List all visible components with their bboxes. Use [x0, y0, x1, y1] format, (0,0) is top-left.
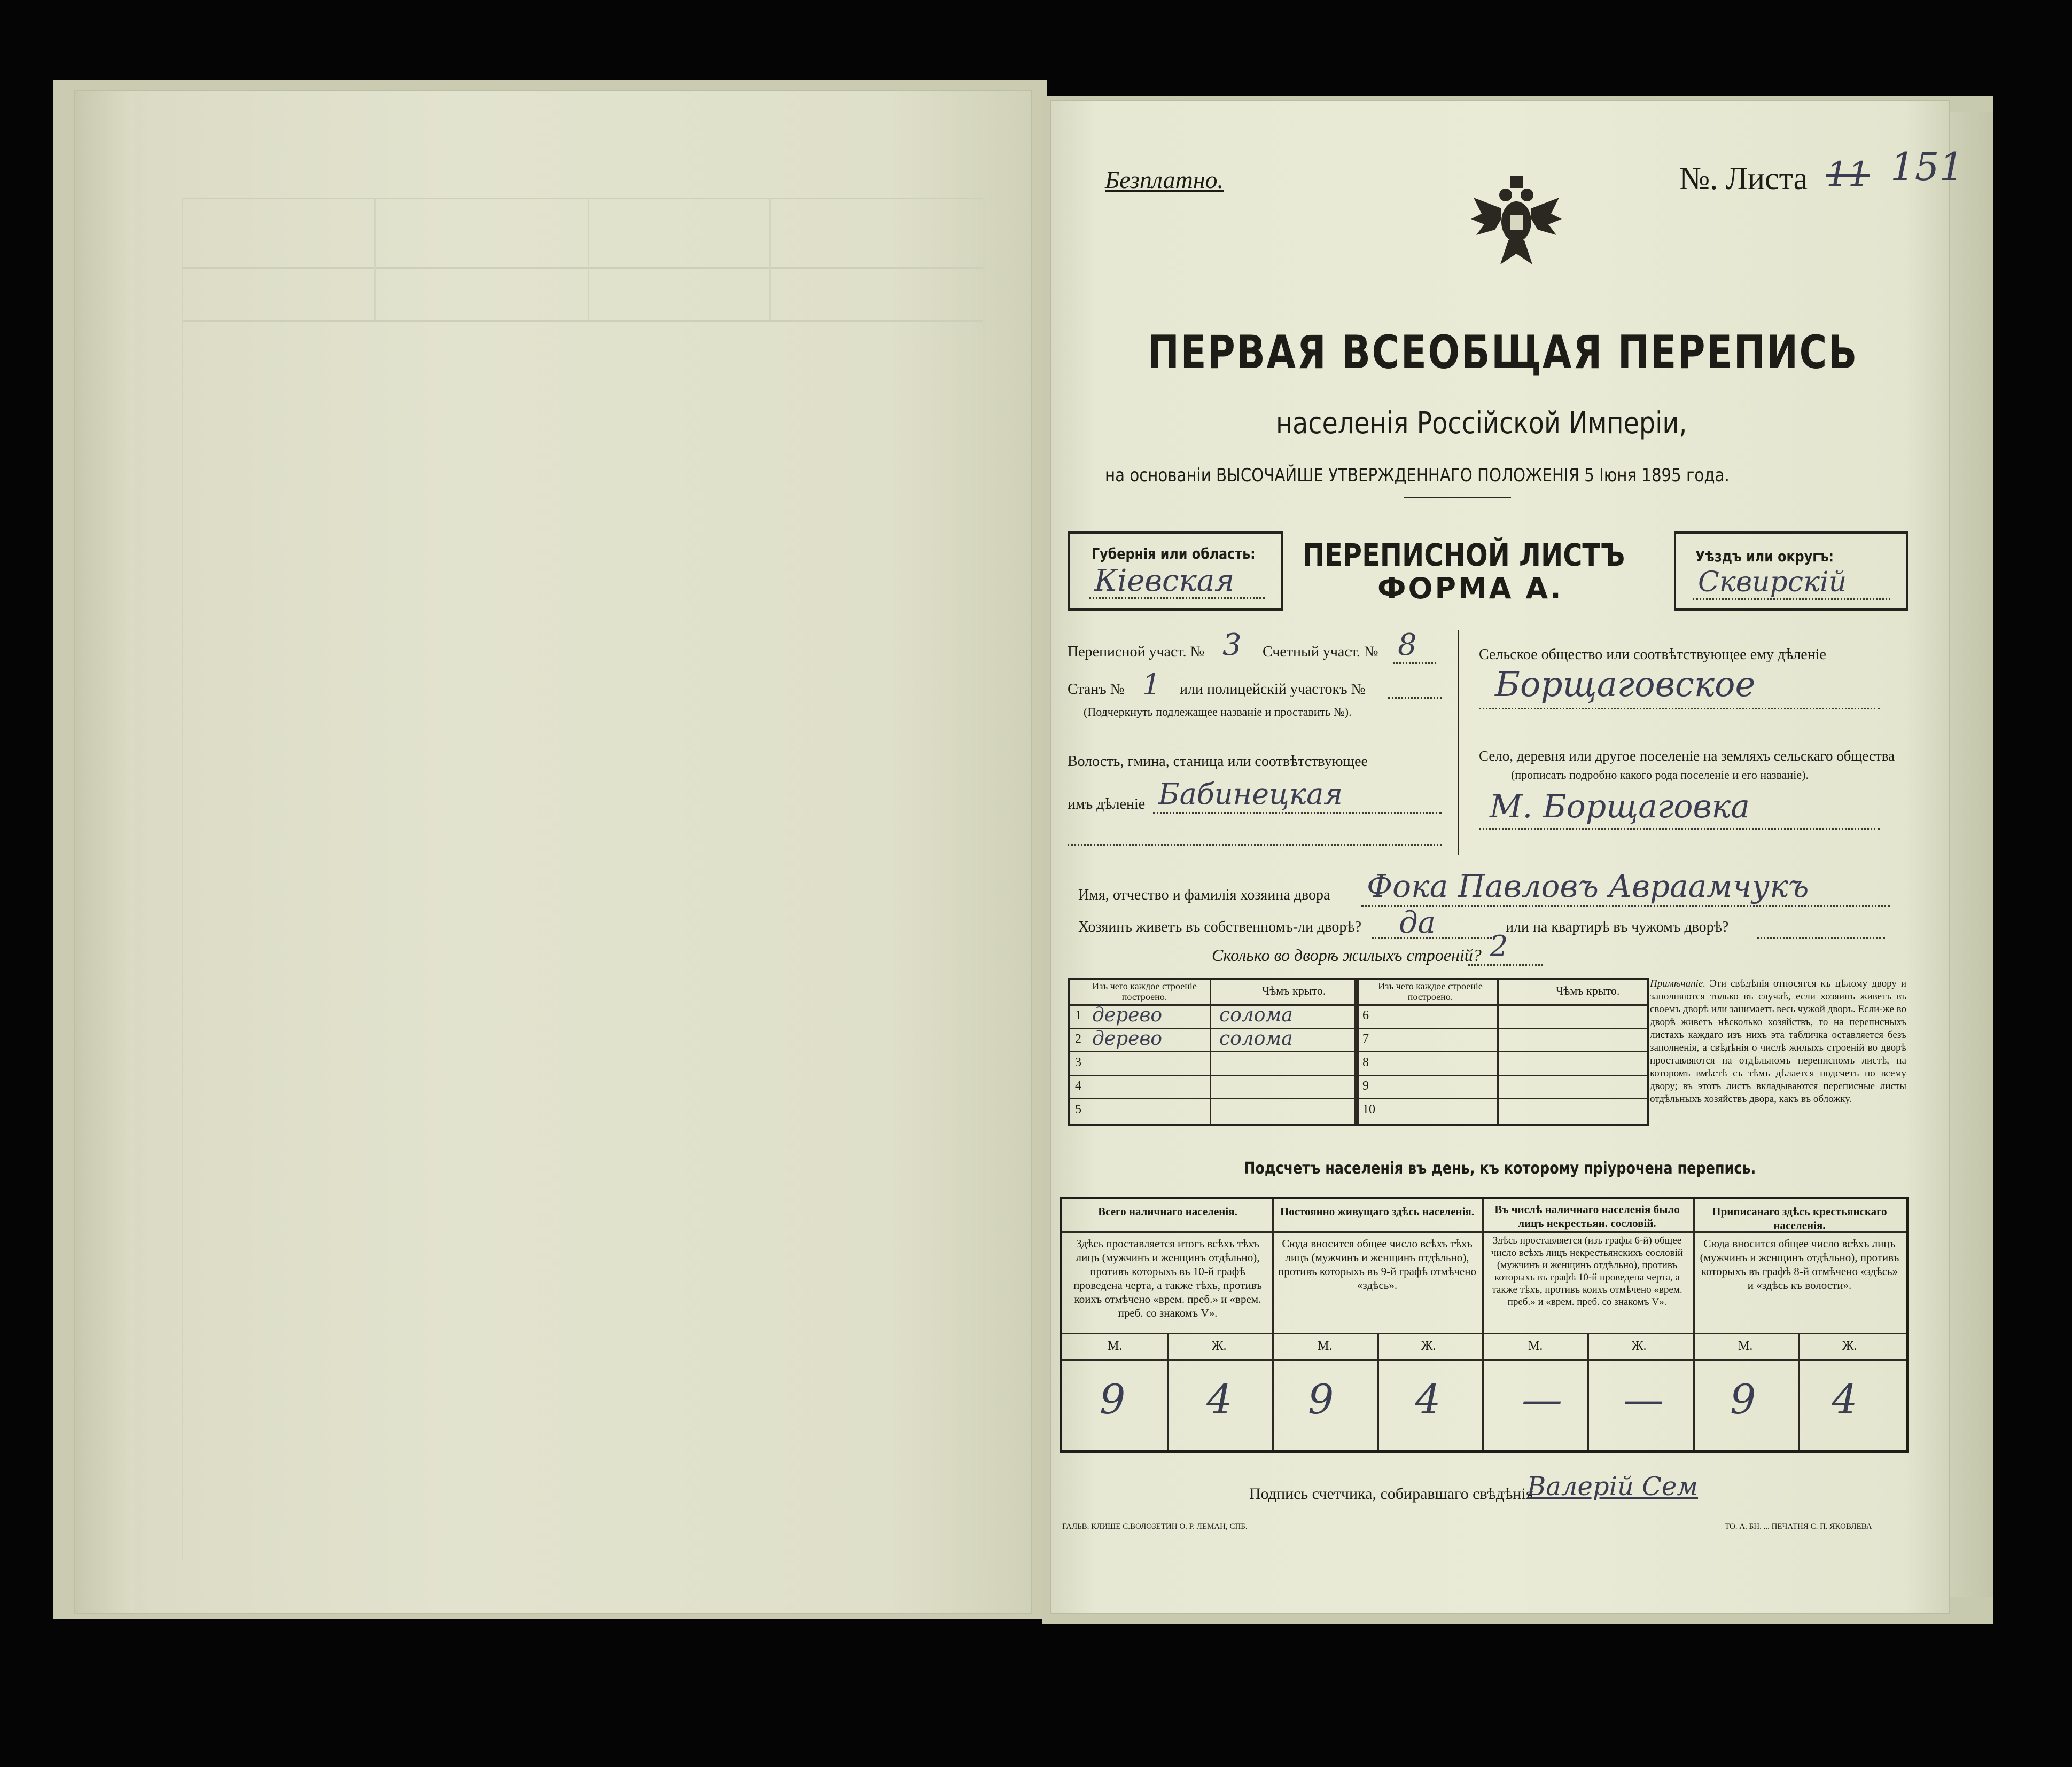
owner-lives-label: Хозяинъ живетъ въ собственномъ-ли дворѣ? [1078, 919, 1362, 935]
female-label: Ж. [1842, 1339, 1857, 1353]
ghost-rule [182, 267, 983, 269]
village-note: (прописать подробно какого рода поселеніе и его названіе). [1511, 768, 1809, 781]
female-label: Ж. [1421, 1339, 1436, 1353]
resident-female-value: 4 [1415, 1375, 1441, 1423]
count-district-label: Счетный участ. № [1263, 644, 1378, 660]
gubernia-label: Губернія или область: [1092, 545, 1256, 562]
owner-name-value: Фока Павловъ Авраамчукъ [1367, 868, 1809, 904]
apartment-label: или на квартирѣ въ чужомъ дворѣ? [1506, 919, 1729, 935]
building-row-number: 2 [1075, 1032, 1081, 1046]
census-basis: на основаніи ВЫСОЧАЙШЕ УТВЕРЖДЕННАГО ПОЛОЖЕНІЯ 5 Іюня 1895 года. [1105, 465, 1730, 486]
roof-header-2: Чѣмъ крыто. [1556, 984, 1620, 997]
note-text: Эти свѣдѣнія относятся къ цѣлому двору и заполняются только въ случаѣ, если хозяинъ живетъ въ своемъ дворѣ или занимаетъ весь чужой дворъ. Если-же во дворѣ живетъ нѣсколько хозяйствъ, то на переписныхъ листахъ каждаго изъ нихъ эта табличка оставляется безъ заполненія, а свѣдѣнія о числѣ жилыхъ строеній во дворѣ проставляются на отдѣльномъ переписномъ листѣ, на которомъ вмѣстѣ съ тѣмъ дѣлается подсчетъ по всему двору; въ этотъ листъ вкладываются переписные листы отдѣльныхъ хозяйствъ двора, какъ въ обложку. [1650, 978, 1907, 1105]
stan-value: 1 [1142, 668, 1161, 701]
census-subtitle: населенія Россійской Имперіи, [1276, 406, 1687, 441]
resident-male-value: 9 [1308, 1375, 1334, 1423]
volost-line [1153, 812, 1442, 814]
male-label: М. [1318, 1339, 1333, 1353]
table-rule [1062, 1359, 1906, 1361]
female-label: Ж. [1212, 1339, 1227, 1353]
left-page [75, 91, 1031, 1613]
building-roof: солома [1219, 1028, 1293, 1050]
non-peasant-male-value: — [1522, 1375, 1562, 1423]
building-row-number: 10 [1362, 1103, 1375, 1116]
rural-society-label: Сельское общество или соотвѣтствующее ему дѣленіе [1479, 646, 1826, 663]
ghost-rule [588, 198, 589, 320]
volost-label: Волость, гмина, станица или соотвѣтствующее [1068, 753, 1368, 770]
table-rule [1062, 1333, 1906, 1334]
buildings-table [1068, 978, 1649, 1126]
stan-label: Станъ № [1068, 681, 1125, 698]
police-district-line [1388, 697, 1442, 699]
table-rule [1070, 1051, 1647, 1052]
uezd-value: Сквирскій [1698, 566, 1847, 598]
enumerator-signature: Валерій Сем [1527, 1472, 1699, 1502]
table-rule [1167, 1333, 1169, 1450]
building-row-number: 9 [1362, 1079, 1369, 1093]
population-col-title: Постоянно живущаго здѣсь населенія. [1280, 1205, 1475, 1218]
roof-header: Чѣмъ крыто. [1262, 984, 1326, 997]
population-col-title: Всего наличнаго населенія. [1098, 1205, 1237, 1218]
ghost-rule [983, 198, 985, 1560]
ghost-rule [182, 198, 983, 199]
ghost-rule [769, 198, 771, 320]
building-row-number: 3 [1075, 1055, 1081, 1069]
female-label: Ж. [1632, 1339, 1647, 1353]
table-rule [1272, 1199, 1274, 1450]
table-rule [1482, 1199, 1484, 1450]
building-material: дерево [1092, 1028, 1163, 1050]
village-line [1479, 828, 1880, 830]
underline-note: (Подчеркнуть подлежащее названіе и проставить №). [1084, 705, 1352, 718]
gubernia-value: Кіевская [1094, 564, 1235, 598]
building-row-number: 5 [1075, 1103, 1081, 1116]
gubernia-line [1089, 597, 1265, 599]
village-value: М. Борщаговка [1490, 788, 1750, 825]
sheet-number-value: 11 [1826, 155, 1870, 194]
peasant-male-value: 9 [1730, 1375, 1756, 1423]
decorative-divider [1404, 497, 1511, 498]
total-female-value: 4 [1206, 1375, 1233, 1423]
male-label: М. [1528, 1339, 1543, 1353]
table-rule [1377, 1333, 1379, 1450]
page-fold-shadow [75, 91, 134, 1613]
note-label: Примѣчаніе. [1650, 978, 1705, 989]
owner-lives-line [1372, 937, 1495, 939]
police-district-label: или полицейскій участокъ № [1180, 681, 1366, 698]
count-district-value: 8 [1398, 628, 1417, 662]
population-col-desc: Здѣсь проставляется итогъ всѣхъ тѣхъ лицъ (мужчинъ и женщинъ отдѣльно), противъ которыхъ въ 10-й графѣ проведена черта, а также тѣхъ, противъ коихъ отмѣчено «врем. преб.» и «врем. преб. со знакомъ V». [1073, 1237, 1262, 1319]
free-label: Безплатно. [1105, 166, 1224, 193]
building-row-number: 7 [1362, 1032, 1369, 1046]
ghost-rule [182, 198, 183, 1560]
census-title: ПЕРВАЯ ВСЕОБЩАЯ ПЕРЕПИСЬ [1148, 326, 1858, 379]
count-district-line [1393, 662, 1436, 664]
form-title: ПЕРЕПИСНОЙ ЛИСТЪ [1303, 537, 1625, 573]
population-col-desc: Здѣсь проставляется (изъ графы 6-й) общее число всѣхъ лицъ некрестьянскихъ сословій (мужчинъ и женщинъ отдѣльно), противъ которыхъ въ графѣ 10-й проведена черта, а также тѣхъ, противъ коихъ отмѣчено «врем. преб.» и «врем. преб. со знакомъ V». [1491, 1235, 1684, 1308]
volost-value: Бабинецкая [1158, 777, 1343, 811]
volost-line-2 [1068, 844, 1442, 846]
census-district-value: 3 [1222, 628, 1242, 662]
table-rule [1497, 980, 1499, 1124]
right-page-edge [1945, 112, 1993, 1597]
building-row-number: 8 [1362, 1055, 1369, 1069]
archive-number: 151 [1890, 144, 1964, 189]
imperial-eagle-emblem [1463, 166, 1570, 275]
column-divider [1458, 630, 1459, 855]
ghost-rule [182, 320, 983, 322]
population-table [1060, 1197, 1909, 1453]
building-row-number: 6 [1362, 1008, 1369, 1022]
signature-label: Подпись счетчика, собиравшаго свѣдѣнія [1249, 1485, 1533, 1503]
population-heading: Подсчетъ населенія въ день, къ которому пріурочена перепись. [1244, 1159, 1756, 1178]
total-male-value: 9 [1100, 1375, 1126, 1423]
sheet-number-label: №. Листа [1679, 161, 1808, 196]
buildings-count-line [1468, 964, 1543, 966]
owner-name-line [1361, 905, 1890, 907]
population-col-desc: Сюда вносится общее число всѣхъ лицъ (мужчинъ и женщинъ отдѣльно), противъ которыхъ въ графѣ 8-й отмѣчено «здѣсь» и «здѣсь къ волости». [1700, 1237, 1899, 1292]
table-rule [1070, 1098, 1647, 1099]
printer-imprint-left: ГАЛЬВ. КЛИШЕ С.ВОЛОЗЕТИН О. Р. ЛЕМАН, СПБ. [1062, 1522, 1248, 1531]
volost-label-2: имъ дѣленіе [1068, 796, 1146, 812]
rural-society-line [1479, 708, 1880, 709]
owner-name-label: Имя, отчество и фамилія хозяина двора [1078, 887, 1330, 903]
census-district-label: Переписной участ. № [1068, 644, 1205, 660]
building-row-number: 4 [1075, 1079, 1081, 1093]
table-rule [1798, 1333, 1800, 1450]
table-rule [1693, 1199, 1695, 1450]
material-header-2: Изъ чего каждое строеніе построено. [1378, 981, 1483, 1002]
form-subtitle: ФОРМА А. [1377, 572, 1563, 605]
population-col-title: Въ числѣ наличнаго населенія было лицъ некрестьян. сословій. [1494, 1203, 1680, 1230]
owner-lives-value: да [1399, 905, 1436, 940]
uezd-label: Уѣздъ или округъ: [1695, 548, 1834, 565]
male-label: М. [1738, 1339, 1753, 1353]
uezd-line [1693, 598, 1890, 600]
population-col-desc: Сюда вносится общее число всѣхъ тѣхъ лицъ (мужчинъ и женщинъ отдѣльно), противъ которыхъ въ 9-й графѣ отмѣчено «здѣсь». [1278, 1237, 1476, 1292]
village-label: Село, деревня или другое поселеніе на земляхъ сельскаго общества [1479, 748, 1895, 764]
building-row-number: 1 [1075, 1008, 1081, 1022]
building-roof: солома [1219, 1004, 1293, 1026]
non-peasant-female-value: — [1623, 1375, 1664, 1423]
ghost-rule [374, 198, 376, 320]
rural-society-value: Борщаговское [1495, 665, 1756, 705]
buildings-count-label: Сколько во дворѣ жилыхъ строеній? [1212, 945, 1482, 965]
building-material: дерево [1092, 1004, 1163, 1026]
apartment-line [1757, 937, 1885, 939]
buildings-count-value: 2 [1490, 929, 1508, 963]
note-block [1650, 978, 1906, 1106]
printer-imprint-right: ТО. А. БН. ... ПЕЧАТНЯ С. П. ЯКОВЛЕВА [1725, 1522, 1872, 1531]
table-rule [1587, 1333, 1589, 1450]
population-col-title: Приписанаго здѣсь крестьянскаго населенія. [1712, 1205, 1887, 1232]
male-label: М. [1108, 1339, 1123, 1353]
peasant-female-value: 4 [1832, 1375, 1858, 1423]
table-rule [1070, 1075, 1647, 1076]
material-header: Изъ чего каждое строеніе построено. [1092, 981, 1197, 1002]
census-form-page [1051, 101, 1964, 1613]
